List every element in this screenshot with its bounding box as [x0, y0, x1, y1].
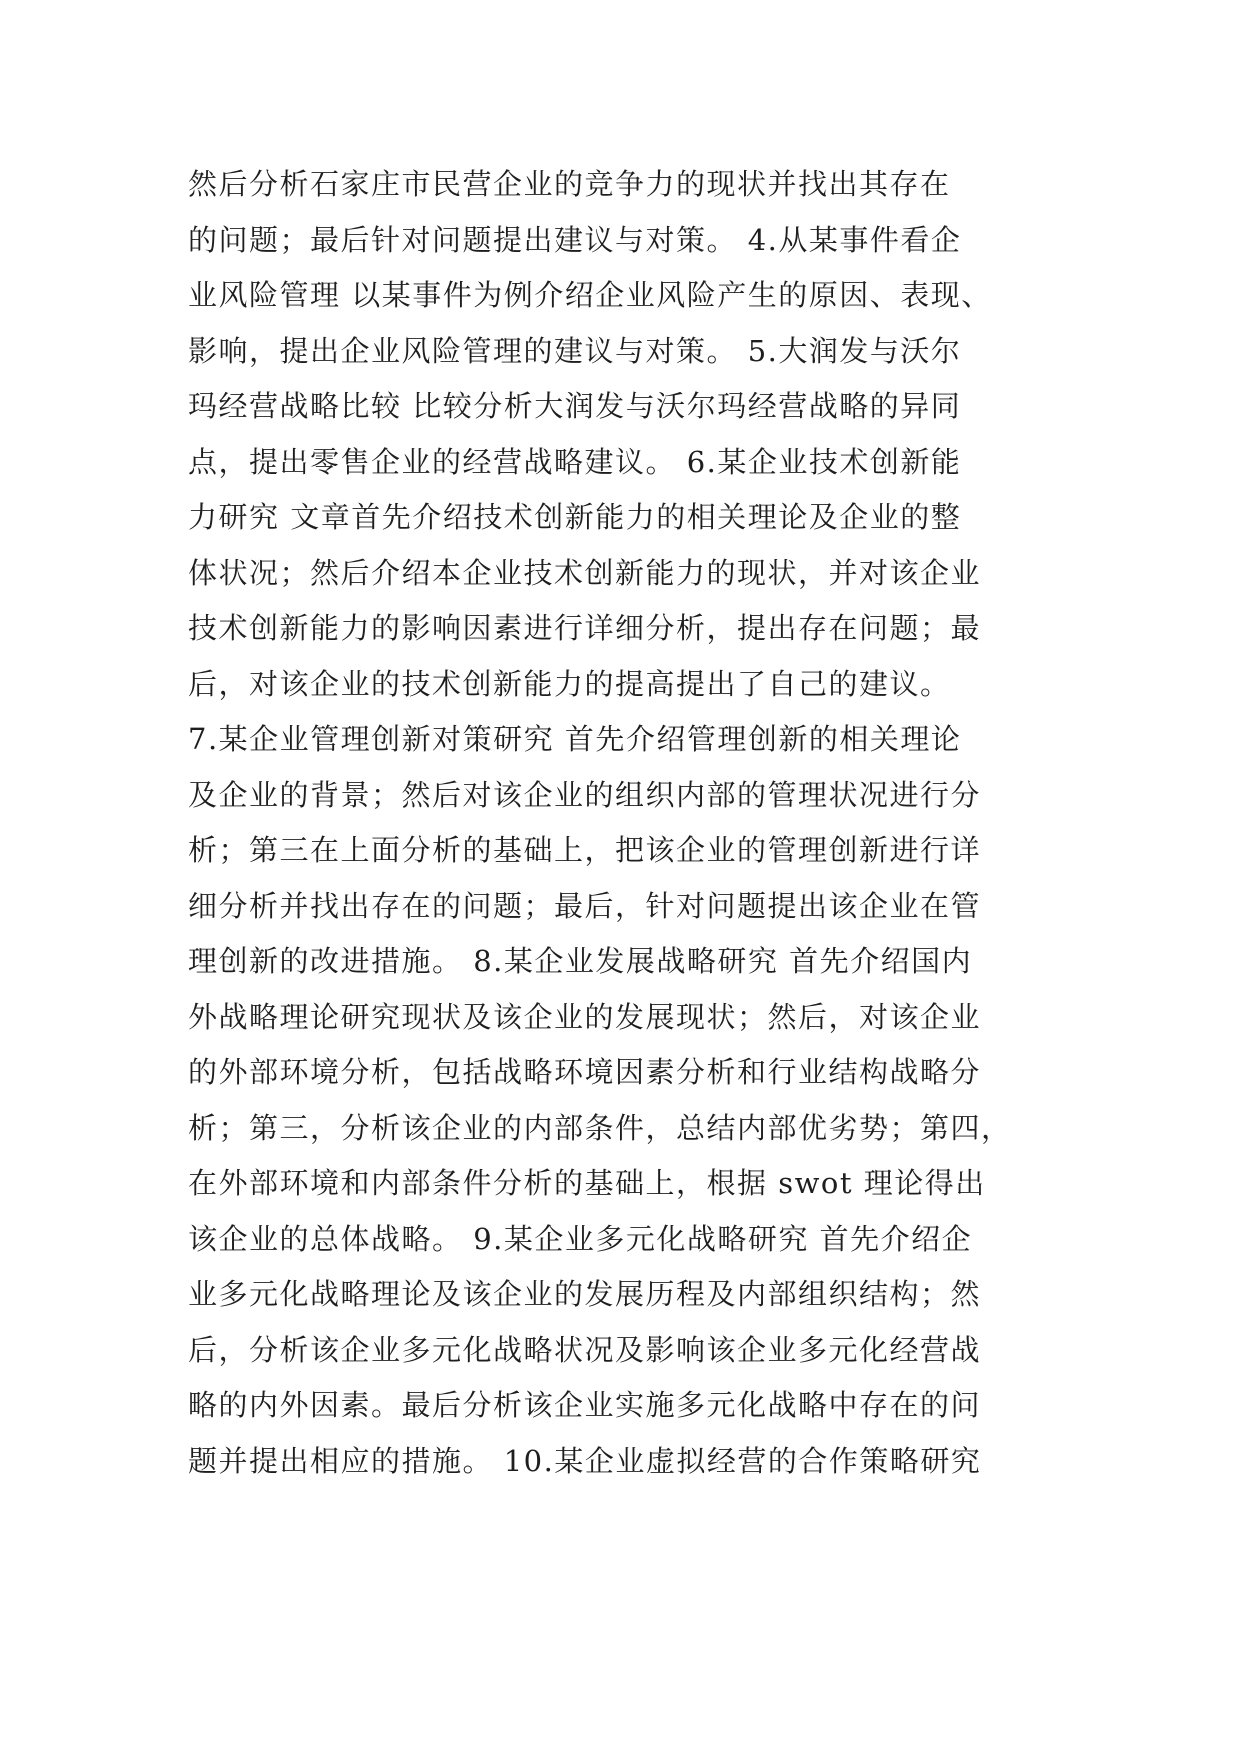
- text-line: 力研究 文章首先介绍技术创新能力的相关理论及企业的整: [188, 500, 962, 534]
- text-line: 业风险管理 以某事件为例介绍企业风险产生的原因、表现、: [188, 278, 992, 312]
- text-line: 后，对该企业的技术创新能力的提高提出了自己的建议。: [188, 666, 951, 701]
- text-line: 点，提出零售企业的经营战略建议。 6.某企业技术创新能: [188, 444, 962, 479]
- text-line: 在外部环境和内部条件分析的基础上，根据 swot 理论得出: [188, 1166, 986, 1200]
- text-line: 体状况；然后介绍本企业技术创新能力的现状，并对该企业: [188, 555, 982, 590]
- text-line: 略的内外因素。最后分析该企业实施多元化战略中存在的问: [188, 1388, 982, 1422]
- text-line: 理创新的改进措施。 8.某企业发展战略研究 首先介绍国内: [188, 944, 973, 978]
- text-line: 7.某企业管理创新对策研究 首先介绍管理创新的相关理论: [188, 722, 962, 756]
- text-line: 技术创新能力的影响因素进行详细分析，提出存在问题；最: [188, 611, 982, 645]
- text-line: 然后分析石家庄市民营企业的竞争力的现状并找出其存在: [188, 167, 951, 201]
- text-line: 析；第三，分析该企业的内部条件，总结内部优劣势；第四，: [188, 1110, 1012, 1145]
- text-line: 的外部环境分析，包括战略环境因素分析和行业结构战略分: [188, 1055, 982, 1089]
- text-line: 题并提出相应的措施。 10.某企业虚拟经营的合作策略研究: [188, 1443, 982, 1478]
- text-line: 细分析并找出存在的问题；最后，针对问题提出该企业在管: [188, 888, 982, 923]
- text-line: 影响，提出企业风险管理的建议与对策。 5.大润发与沃尔: [188, 333, 962, 368]
- text-line: 析；第三在上面分析的基础上，把该企业的管理创新进行详: [188, 833, 982, 867]
- text-line: 玛经营战略比较 比较分析大润发与沃尔玛经营战略的异同: [188, 389, 962, 423]
- text-line: 的问题；最后针对问题提出建议与对策。 4.从某事件看企: [188, 222, 962, 257]
- text-line: 及企业的背景；然后对该企业的组织内部的管理状况进行分: [188, 777, 982, 812]
- text-line: 外战略理论研究现状及该企业的发展现状；然后，对该企业: [188, 999, 982, 1034]
- text-line: 该企业的总体战略。 9.某企业多元化战略研究 首先介绍企: [188, 1221, 973, 1256]
- text-line: 后，分析该企业多元化战略状况及影响该企业多元化经营战: [188, 1332, 982, 1367]
- body-text: [188, 157, 1088, 1489]
- text-line: 业多元化战略理论及该企业的发展历程及内部组织结构；然: [188, 1277, 982, 1311]
